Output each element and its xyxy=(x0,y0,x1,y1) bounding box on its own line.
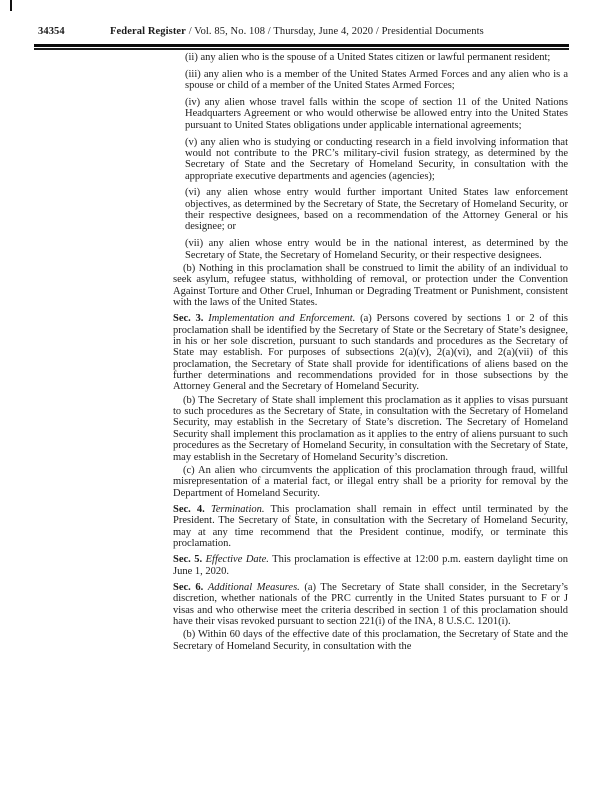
clause-item-vi: (vi) any alien whose entry would further important United States law enforcement objectives, as determined by the Secretary of State, the Secretary of Homeland Security, or their respective designees, based on a recommendation of the Attorney General or his designee; or xyxy=(185,187,568,233)
clause-item-vii: (vii) any alien whose entry would be in the national interest, as determined by the Secretary of State, the Secretary of Homeland Security, or their respective designees. xyxy=(185,238,568,261)
paragraph-sec3-c: (c) An alien who circumvents the application of this proclamation through fraud, willful misrepresentation of a material fact, or illegal entry shall be a priority for removal by the Department of Homeland Security. xyxy=(173,464,568,499)
clause-item-ii: (ii) any alien who is the spouse of a United States citizen or lawful permanent resident; xyxy=(185,52,551,63)
section-title: Termination. xyxy=(210,503,265,515)
clause-item-v: (v) any alien who is studying or conducting research in a field involving information that would not contribute to the PRC’s military-civil fusion strategy, as determined by the Secretary of State and the Secretary of Homeland Security, in consultation with the appropriate executive departments and agencies (agencies); xyxy=(185,136,568,182)
section-paragraph-sec6 xyxy=(173,582,568,627)
section-paragraph-sec4 xyxy=(173,504,568,549)
section-title: Implementation and Enforcement. xyxy=(208,313,356,325)
header-rule-thin xyxy=(34,48,569,49)
paragraph-sec2-b: (b) Nothing in this proclamation shall be construed to limit the ability of an individual to seek asylum, refugee status, withholding of removal, or protection under the Convention Against Torture and Other Cruel, Inhuman or Degrading Treatment or Punishment, consistent with the laws of the United States. xyxy=(173,263,568,309)
running-header xyxy=(38,26,578,37)
section-label: Sec. 4. xyxy=(173,503,205,515)
section-text: (a) The Secretary of State shall consider, in the Secretary’s discretion, whether nationals of the PRC currently in the United States pursuant to F or J visas and who otherwise meet the criteria described in section 1 of this proclamation should have their visas revoked pursuant to section 221(i) of the INA, 8 U.S.C. 1201(i). xyxy=(173,581,569,627)
paragraph-sec3-b: (b) The Secretary of State shall implement this proclamation as it applies to visas pursuant to such procedures as the Secretary of State, in consultation with the Secretary of Homeland Security, may establish in the Secretary of State’s discretion. The Secretary of Homeland Security shall implement this proclamation as it applies to the entry of aliens pursuant to such procedures as the Secretary of Homeland Security, in consultation with the Secretary of State, may establish in the Secretary of Homeland Security’s discretion. xyxy=(173,394,568,463)
section-label: Sec. 5. xyxy=(173,554,203,566)
section-paragraph-sec3 xyxy=(173,313,568,392)
clause-item-iii: (iii) any alien who is a member of the United States Armed Forces and any alien who is a spouse or child of a member of the United States Armed Forces; xyxy=(185,68,568,92)
section-label: Sec. 3. xyxy=(173,313,204,325)
section-title: Effective Date. xyxy=(205,554,269,566)
issue-line: / Vol. 85, No. 108 / Thursday, June 4, 2020 / Presidential Documents xyxy=(188,26,484,37)
clause-item-iv: (iv) any alien whose travel falls within the scope of section 11 of the United Nations Headquarters Agreement or who would otherwise be allowed entry into the United States pursuant to United States obligations under applicable international agreements; xyxy=(185,97,568,131)
section-text: This proclamation is effective at 12:00 p.m. eastern daylight time on June 1, 2020. xyxy=(173,554,569,577)
section-text: (a) Persons covered by sections 1 or 2 of this proclamation shall be identified by the Secretary of State or the Secretary of State’s designee, in his or her sole discretion, pursuant to such standards and procedures as the Secretary of State may establish. For purposes of subsections 2(a)(v), 2(a)(vi), and 2(a)(vii) of this proclamation, the Secretary of State shall provide for identifications of aliens based on the further determinations and recommendations provided for in those subsections by the Attorney General and the Secretary of Homeland Security. xyxy=(173,313,569,393)
section-text: This proclamation shall remain in effect until terminated by the President. The Secretary of State, in consultation with the Secretary of Homeland Security, may at any time recommend that the President continue, modify, or terminate this proclamation. xyxy=(173,503,568,549)
header-rule xyxy=(34,44,569,50)
paragraph-sec6-b: (b) Within 60 days of the effective date of this proclamation, the Secretary of State and the Secretary of Homeland Security, in consultation with the xyxy=(173,629,568,652)
page-number: 34354 xyxy=(38,26,65,37)
publication-title: Federal Register xyxy=(110,26,186,37)
header-rule-thick xyxy=(34,44,569,47)
section-label: Sec. 6. xyxy=(173,581,204,593)
page-edge-mark xyxy=(10,0,12,11)
section-paragraph-sec5 xyxy=(173,554,568,577)
section-title: Additional Measures. xyxy=(207,581,300,593)
body-text xyxy=(173,52,568,652)
